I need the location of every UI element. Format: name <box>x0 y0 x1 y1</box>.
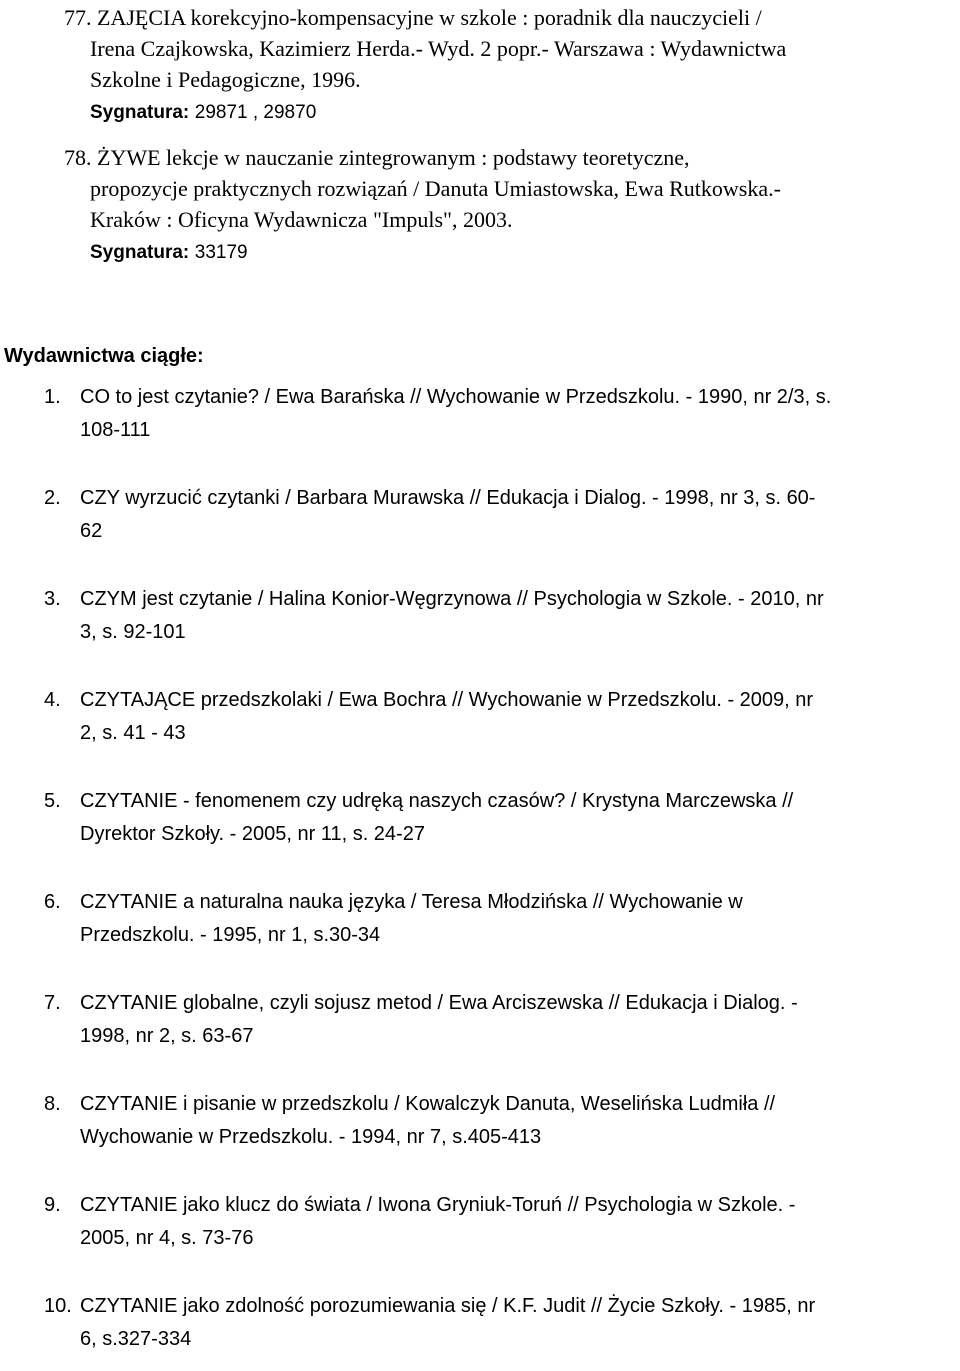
serial-text-line: 62 <box>80 520 103 542</box>
serial-number: 1. <box>44 386 61 408</box>
entry-number: 77. <box>64 5 92 30</box>
serial-entry <box>44 886 954 952</box>
signature-value: 29871 , 29870 <box>194 102 317 123</box>
signature-label: Sygnatura: <box>90 102 190 123</box>
serial-text-line: 108-111 <box>80 419 151 441</box>
serial-entry <box>44 785 954 851</box>
signature-label: Sygnatura: <box>90 242 190 263</box>
serial-entry <box>44 482 954 548</box>
serial-entry <box>44 381 954 447</box>
serial-text-line: CZYTANIE jako klucz do świata / Iwona Gryniuk-Toruń // Psychologia w Szkole. - <box>80 1194 796 1216</box>
serial-text-line: CO to jest czytanie? / Ewa Barańska // Wychowanie w Przedszkolu. - 1990, nr 2/3, s. <box>80 386 832 408</box>
serial-number: 8. <box>44 1093 61 1115</box>
serial-number: 7. <box>44 992 61 1014</box>
serial-text-line: CZYM jest czytanie / Halina Konior-Węgrzynowa // Psychologia w Szkole. - 2010, nr <box>80 588 824 610</box>
serial-text-line: Przedszkolu. - 1995, nr 1, s.30-34 <box>80 924 381 946</box>
entry-text-line: Kraków : Oficyna Wydawnicza "Impuls", 2003. <box>90 207 513 232</box>
serial-number: 3. <box>44 588 61 610</box>
entry-text-line: Irena Czajkowska, Kazimierz Herda.- Wyd. 2 popr.- Warszawa : Wydawnictwa <box>90 36 787 61</box>
serial-number: 4. <box>44 689 61 711</box>
serial-text-line: CZYTANIE globalne, czyli sojusz metod / Ewa Arciszewska // Edukacja i Dialog. - <box>80 992 798 1014</box>
entry-text-line: ZAJĘCIA korekcyjno-kompensacyjne w szkole : poradnik dla nauczycieli / <box>97 5 762 30</box>
serial-number: 6. <box>44 891 61 913</box>
book-entry <box>64 2 944 128</box>
section-heading: Wydawnictwa ciągłe: <box>4 345 204 367</box>
serial-number: 5. <box>44 790 61 812</box>
serial-entry <box>44 987 954 1053</box>
book-entry <box>64 142 944 268</box>
serial-entry <box>44 583 954 649</box>
entry-number: 78. <box>64 145 92 170</box>
serial-text-line: Wychowanie w Przedszkolu. - 1994, nr 7, s.405-413 <box>80 1126 542 1148</box>
entry-text-line: Szkolne i Pedagogiczne, 1996. <box>90 67 361 92</box>
serial-text-line: 2005, nr 4, s. 73-76 <box>80 1227 254 1249</box>
entry-text-line: propozycje praktycznych rozwiązań / Danuta Umiastowska, Ewa Rutkowska.- <box>90 176 781 201</box>
signature-line <box>64 95 944 128</box>
serial-text-line: CZYTANIE jako zdolność porozumiewania się / K.F. Judit // Życie Szkoły. - 1985, nr <box>80 1295 816 1317</box>
signature-line <box>64 235 944 268</box>
signature-value: 33179 <box>194 242 248 263</box>
serial-entry <box>44 1088 954 1154</box>
serial-text-line: Dyrektor Szkoły. - 2005, nr 11, s. 24-27 <box>80 823 425 845</box>
serial-text-line: 3, s. 92-101 <box>80 621 186 643</box>
serial-text-line: CZYTANIE a naturalna nauka języka / Teresa Młodzińska // Wychowanie w <box>80 891 743 913</box>
serial-text-line: 2, s. 41 - 43 <box>80 722 186 744</box>
serial-number: 2. <box>44 487 61 509</box>
serial-entry <box>44 1189 954 1255</box>
serial-text-line: CZYTANIE i pisanie w przedszkolu / Kowalczyk Danuta, Weselińska Ludmiła // <box>80 1093 776 1115</box>
serial-text-line: 6, s.327-334 <box>80 1328 192 1350</box>
serial-number: 10. <box>44 1295 72 1317</box>
serial-text-line: CZYTAJĄCE przedszkolaki / Ewa Bochra // Wychowanie w Przedszkolu. - 2009, nr <box>80 689 814 711</box>
entry-text-line: ŻYWE lekcje w nauczanie zintegrowanym : podstawy teoretyczne, <box>97 145 690 170</box>
serial-text-line: CZY wyrzucić czytanki / Barbara Murawska // Edukacja i Dialog. - 1998, nr 3, s. 60- <box>80 487 816 509</box>
serial-text-line: 1998, nr 2, s. 63-67 <box>80 1025 254 1047</box>
serial-entry <box>44 684 954 750</box>
serial-entry <box>44 1290 954 1356</box>
serial-number: 9. <box>44 1194 61 1216</box>
serial-text-line: CZYTANIE - fenomenem czy udręką naszych czasów? / Krystyna Marczewska // <box>80 790 794 812</box>
